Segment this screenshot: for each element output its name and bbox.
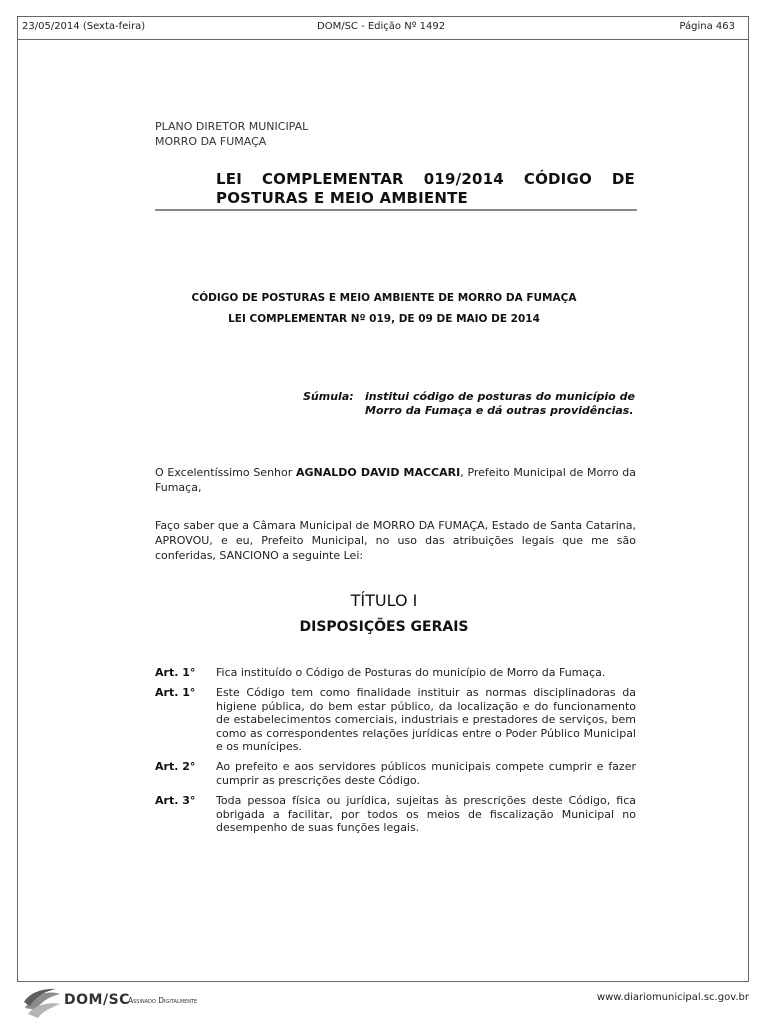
page-frame xyxy=(17,16,749,982)
article-label: Art. 3° xyxy=(155,794,196,807)
signed-text: Assinado Digitalmente xyxy=(128,996,198,1005)
law-number: LEI COMPLEMENTAR Nº 019, DE 09 DE MAIO DE 2014 xyxy=(228,313,540,325)
intro-prefix: O Excelentíssimo Senhor xyxy=(155,466,297,479)
dom-sc-logo-text: DOM/SC xyxy=(64,992,130,1008)
header-page-number: Página 463 xyxy=(679,21,735,32)
sumula-text: institui código de posturas do município de Morro da Fumaça e dá outras providências. xyxy=(365,390,635,417)
article-text: Este Código tem como finalidade instituir as normas disciplinadoras da higiene pública, do bem estar público, da localização e do funcionamento de estabelecimentos comerciais, industriais e prestadores de serviços, bem como as correspondentes relações jurídicas entre o Poder Público Municipal e os munícipes. xyxy=(216,686,636,753)
intro-paragraph xyxy=(155,465,636,495)
code-title: CÓDIGO DE POSTURAS E MEIO AMBIENTE DE MORRO DA FUMAÇA xyxy=(191,292,577,304)
footer-url: www.diariomunicipal.sc.gov.br xyxy=(596,992,749,1003)
article-text: Ao prefeito e aos servidores públicos municipais compete cumprir e fazer cumprir as prescrições deste Código. xyxy=(216,760,636,787)
titulo-subheading: DISPOSIÇÕES GERAIS xyxy=(299,619,469,635)
intro-suffix: , Prefeito Municipal de Morro da Fumaça, xyxy=(155,466,636,494)
decree-paragraph: Faço saber que a Câmara Municipal de MORRO DA FUMAÇA, Estado de Santa Catarina, APROVOU, e eu, Prefeito Municipal, no uso das atribuições legais que me são conferidas, SANCIONO a seguinte Lei: xyxy=(155,519,636,562)
sumula-label: Súmula: xyxy=(303,390,354,403)
plan-heading xyxy=(155,119,308,149)
article-label: Art. 1° xyxy=(155,666,196,679)
title-divider xyxy=(155,209,637,211)
dom-sc-logo xyxy=(22,986,232,1022)
article-label: Art. 2° xyxy=(155,760,196,773)
plan-line-1: PLANO DIRETOR MUNICIPAL xyxy=(155,120,309,133)
header-edition: DOM/SC - Edição Nº 1492 xyxy=(317,21,446,32)
law-title: LEI COMPLEMENTAR 019/2014 CÓDIGO DE POSTURAS E MEIO AMBIENTE xyxy=(216,170,635,207)
article-text: Toda pessoa física ou jurídica, sujeitas às prescrições deste Código, fica obrigada a facilitar, por todos os meios de fiscalização Municipal no desempenho de suas funções legais. xyxy=(216,794,636,834)
header-date: 23/05/2014 (Sexta-feira) xyxy=(22,21,146,32)
mayor-name: AGNALDO DAVID MACCARI xyxy=(296,466,461,479)
article-label: Art. 1° xyxy=(155,686,196,699)
titulo-heading: TÍTULO I xyxy=(350,591,418,610)
dom-sc-emblem-icon xyxy=(22,986,62,1020)
article-text: Fica instituído o Código de Posturas do município de Morro da Fumaça. xyxy=(216,666,606,679)
page-header xyxy=(17,16,749,40)
plan-line-2: MORRO DA FUMAÇA xyxy=(155,135,267,148)
